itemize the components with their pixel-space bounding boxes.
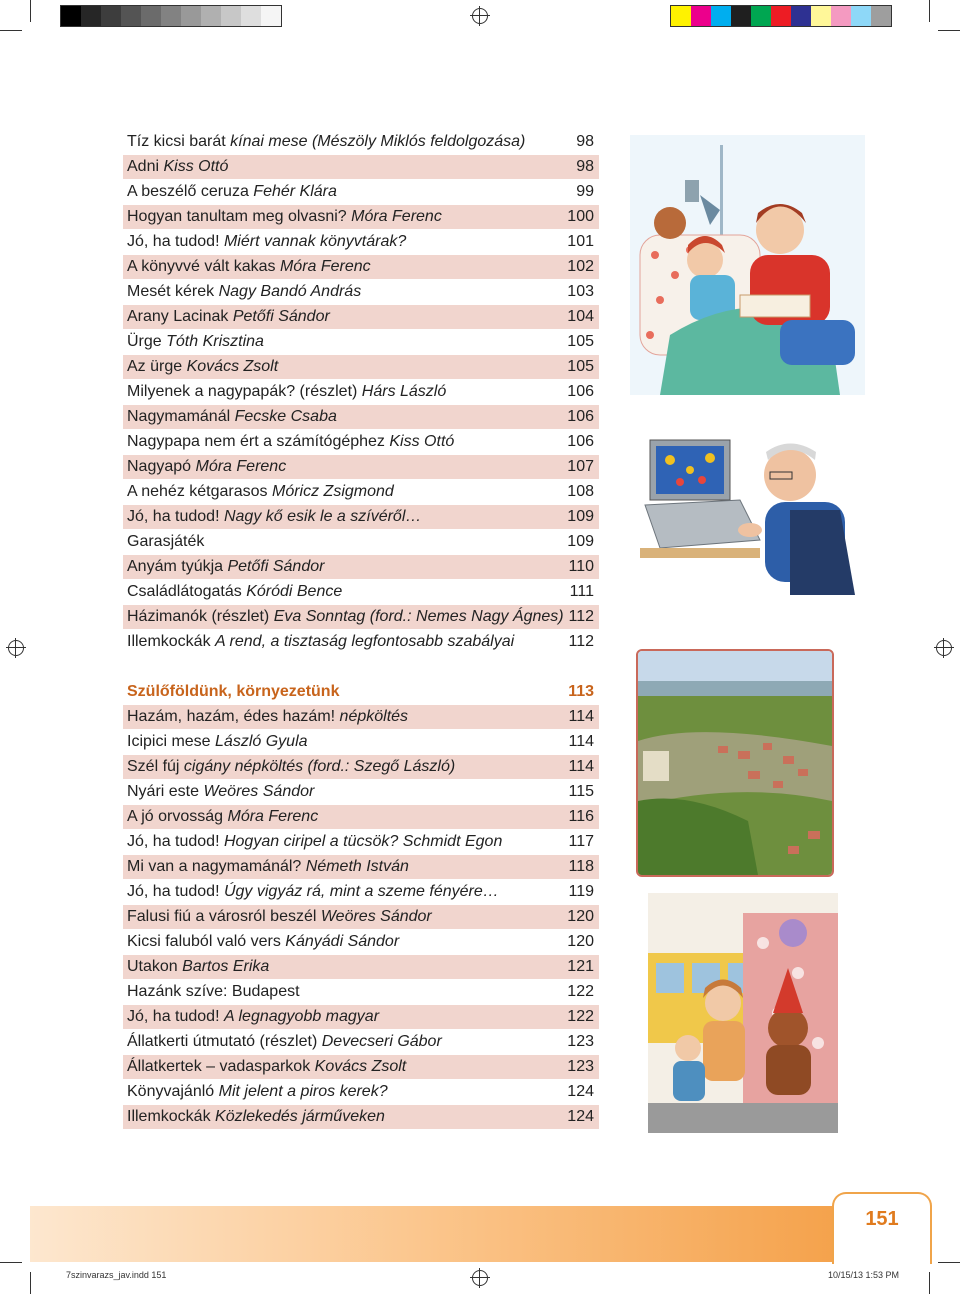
crop-mark: [30, 0, 31, 22]
toc-entry[interactable]: [123, 605, 599, 629]
color-swatch: [771, 6, 791, 26]
toc-entry-title: [127, 705, 408, 729]
toc-entry-text: A beszélő ceruza: [127, 183, 254, 200]
toc-entry-text: Anyám tyúkja: [127, 558, 228, 575]
toc-entry-page: 114: [568, 733, 594, 750]
toc-entry-page: 99: [576, 183, 594, 200]
toc-entry-text: Mi van a nagymamánál?: [127, 858, 306, 875]
color-swatch: [711, 6, 731, 26]
toc-section-2: [123, 705, 599, 1130]
color-swatch: [61, 6, 81, 26]
toc-entry-text: Jó, ha tudod!: [127, 508, 224, 525]
toc-entry-page: 102: [567, 258, 594, 275]
color-swatch: [221, 6, 241, 26]
toc-entry[interactable]: [123, 355, 599, 379]
toc-entry-page: 112: [568, 633, 594, 650]
toc-entry-page: 101: [567, 233, 594, 250]
toc-entry-author: Németh István: [305, 858, 409, 875]
toc-entry-author: Weöres Sándor: [203, 783, 315, 800]
toc-entry-text: Kicsi faluból való vers: [127, 933, 286, 950]
color-swatch: [691, 6, 711, 26]
registration-mark-bottom-icon: [472, 1270, 488, 1286]
crop-mark: [30, 1272, 31, 1294]
toc-entry-author: Petőfi Sándor: [227, 558, 325, 575]
toc-entry-author: Móra Ferenc: [195, 458, 287, 475]
toc-entry-text: Jó, ha tudod!: [127, 883, 224, 900]
toc-entry[interactable]: [123, 455, 599, 479]
toc-entry-text: Illemkockák: [127, 633, 216, 650]
toc-section-2-heading: [123, 680, 599, 705]
toc-entry-page: 111: [569, 583, 594, 600]
toc-entry-title: [127, 255, 371, 279]
toc-entry-title: [127, 505, 421, 529]
toc-entry[interactable]: [123, 1080, 599, 1104]
toc-entry-author: Kiss Ottó: [389, 433, 455, 450]
toc-entry[interactable]: [123, 1005, 599, 1029]
toc-entry-page: 103: [567, 283, 594, 300]
toc-entry-text: Nagypapa nem ért a számítógéphez: [127, 433, 390, 450]
toc-entry-author: Móra Ferenc: [227, 808, 319, 825]
toc-entry-page: 116: [568, 808, 594, 825]
toc-entry-author: Nagy kő esik le a szívéről…: [223, 508, 422, 525]
color-swatch: [121, 6, 141, 26]
toc-entry[interactable]: [123, 530, 599, 554]
toc-entry-page: 119: [568, 883, 594, 900]
toc-entry-page: 105: [567, 358, 594, 375]
toc-entry-author: A legnagyobb magyar: [223, 1008, 380, 1025]
toc-entry-author: népköltés: [339, 708, 409, 725]
toc-entry[interactable]: [123, 1030, 599, 1054]
toc-entry-text: Hazám, hazám, édes hazám!: [127, 708, 340, 725]
toc-entry[interactable]: [123, 230, 599, 254]
toc-entry-page: 98: [576, 158, 594, 175]
toc-entry-text: Állatkertek – vadasparkok: [127, 1058, 315, 1075]
toc-entry-text: A jó orvosság: [127, 808, 228, 825]
toc-entry-page: 110: [568, 558, 594, 575]
crop-mark: [0, 1262, 22, 1263]
toc-entry-page: 123: [567, 1058, 594, 1075]
toc-entry[interactable]: [123, 305, 599, 329]
toc-entry-page: 124: [567, 1108, 594, 1125]
toc-entry-author: Petőfi Sándor: [232, 308, 330, 325]
color-swatch: [261, 6, 281, 26]
color-swatch: [161, 6, 181, 26]
toc-entry[interactable]: [123, 805, 599, 829]
toc-entry-author: Kovács Zsolt: [186, 358, 279, 375]
toc-entry-text: Mesét kérek: [127, 283, 219, 300]
section-heading-page: 113: [568, 683, 594, 700]
toc-entry-page: 114: [568, 708, 594, 725]
toc-entry-text: A nehéz kétgarasos: [127, 483, 272, 500]
toc-entry-page: 115: [568, 783, 594, 800]
toc-entry[interactable]: [123, 155, 599, 179]
color-swatch: [811, 6, 831, 26]
toc-entry-page: 106: [567, 408, 594, 425]
toc-entry-author: Mit jelent a piros kerek?: [218, 1083, 388, 1100]
color-swatch: [671, 6, 691, 26]
toc-entry-title: [127, 530, 204, 554]
illustration-grandpa-computer: [640, 430, 865, 595]
toc-entry-text: Szél fúj: [127, 758, 184, 775]
toc-entry[interactable]: [123, 405, 599, 429]
toc-entry-title: [127, 1055, 406, 1079]
toc-entry[interactable]: [123, 280, 599, 304]
toc-entry-text: Tíz kicsi barát: [127, 133, 231, 150]
toc-entry-title: [127, 330, 264, 354]
toc-entry-author: Móra Ferenc: [279, 258, 371, 275]
toc-entry[interactable]: [123, 630, 599, 654]
toc-entry[interactable]: [123, 130, 599, 154]
toc-entry[interactable]: [123, 430, 599, 454]
registration-mark-top-icon: [472, 8, 488, 24]
toc-entry-author: Bartos Erika: [182, 958, 270, 975]
toc-entry[interactable]: [123, 855, 599, 879]
toc-entry[interactable]: [123, 905, 599, 929]
color-swatch: [851, 6, 871, 26]
color-swatch: [141, 6, 161, 26]
toc-entry-title: [127, 780, 314, 804]
toc-entry-title: [127, 905, 432, 929]
crop-mark: [929, 1272, 930, 1294]
toc-entry-author: Miért vannak könyvtárak?: [223, 233, 407, 250]
registration-mark-left-icon: [8, 640, 24, 656]
toc-entry-author: kínai mese (Mészöly Miklós feldolgozása): [230, 133, 526, 150]
toc-entry[interactable]: [123, 1055, 599, 1079]
toc-entry-author: Kányádi Sándor: [285, 933, 400, 950]
toc-entry-title: [127, 955, 269, 979]
toc-entry-page: 117: [568, 833, 594, 850]
toc-entry-title: [127, 880, 499, 904]
photo-town-landscape: [636, 649, 834, 877]
toc-entry-author: Hárs László: [361, 383, 447, 400]
toc-entry[interactable]: [123, 205, 599, 229]
toc-entry-title: [127, 305, 330, 329]
toc-entry[interactable]: [123, 780, 599, 804]
toc-entry-title: [127, 1030, 442, 1054]
toc-entry[interactable]: [123, 580, 599, 604]
color-swatch: [871, 6, 891, 26]
toc-entry[interactable]: [123, 555, 599, 579]
toc-entry[interactable]: [123, 505, 599, 529]
toc-entry-text: Családlátogatás: [127, 583, 247, 600]
toc-entry-page: 114: [568, 758, 594, 775]
toc-entry-text: A könyvvé vált kakas: [127, 258, 280, 275]
toc-entry-title: [127, 730, 308, 754]
toc-entry-author: Móra Ferenc: [351, 208, 442, 225]
toc-entry-title: [127, 380, 446, 404]
toc-entry-page: 109: [567, 533, 594, 550]
toc-entry-page: 120: [567, 933, 594, 950]
toc-entry-title: [127, 180, 337, 204]
toc-entry-author: Úgy vigyáz rá, mint a szeme fényére…: [223, 883, 499, 900]
toc-entry[interactable]: [123, 880, 599, 904]
toc-entry-text: Nagymamánál: [127, 408, 235, 425]
toc-entry-author: Kovács Zsolt: [314, 1058, 407, 1075]
toc-entry[interactable]: [123, 1105, 599, 1129]
toc-entry-author: Hogyan ciripel a tücsök? Schmidt Egon: [223, 833, 503, 850]
color-swatch: [101, 6, 121, 26]
slug-left: 7szinvarazs_jav.indd 151: [66, 1270, 167, 1280]
footer-band: [30, 1206, 930, 1262]
toc-entry-text: Jó, ha tudod!: [127, 233, 224, 250]
section-heading[interactable]: [123, 680, 599, 704]
toc-entry-author: Devecseri Gábor: [321, 1033, 442, 1050]
toc-entry[interactable]: [123, 955, 599, 979]
toc-entry-author: László Gyula: [215, 733, 308, 750]
illustration-father-reading: [630, 135, 865, 395]
color-bar: [670, 5, 892, 27]
toc-entry-title: [127, 480, 394, 504]
toc-entry-author: cigány népköltés (ford.: Szegő László): [183, 758, 456, 775]
toc-entry-title: [127, 830, 502, 854]
illustration-children-with-toys: [648, 893, 838, 1133]
toc-entry-title: [127, 230, 406, 254]
toc-entry-text: Milyenek a nagypapák? (részlet): [127, 383, 362, 400]
toc-entry-author: Fecske Csaba: [234, 408, 337, 425]
toc-entry-text: Falusi fiú a városról beszél: [127, 908, 321, 925]
toc-entry-text: Arany Lacinak: [127, 308, 233, 325]
color-swatch: [751, 6, 771, 26]
toc-entry-page: 105: [567, 333, 594, 350]
toc-entry-title: [127, 630, 514, 654]
grayscale-bar: [60, 5, 282, 27]
color-swatch: [241, 6, 261, 26]
toc-entry-title: [127, 430, 454, 454]
toc-entry-text: Nagyapó: [127, 458, 196, 475]
toc-entry-text: Utakon: [127, 958, 183, 975]
toc-entry-page: 121: [567, 958, 594, 975]
toc-entry-text: Állatkerti útmutató (részlet): [127, 1033, 322, 1050]
toc-entry-title: [127, 980, 300, 1004]
toc-entry-page: 122: [567, 1008, 594, 1025]
toc-entry-text: Adni: [127, 158, 164, 175]
toc-entry-title: [127, 130, 525, 154]
toc-entry-author: A rend, a tisztaság legfontosabb szabályai: [215, 633, 515, 650]
toc-entry-text: Könyvajánló: [127, 1083, 219, 1100]
toc-entry-page: 118: [568, 858, 594, 875]
crop-mark: [938, 1262, 960, 1263]
toc-entry-author: Közlekedés járműveken: [215, 1108, 385, 1125]
toc-entry[interactable]: [123, 330, 599, 354]
toc-entry-page: 124: [567, 1083, 594, 1100]
toc-entry-page: 122: [567, 983, 594, 1000]
toc-entry[interactable]: [123, 380, 599, 404]
toc-entry-text: Jó, ha tudod!: [127, 833, 224, 850]
toc-entry-author: Weöres Sándor: [320, 908, 432, 925]
toc-entry-title: [127, 1005, 379, 1029]
page-number-box: [832, 1192, 932, 1264]
toc-entry-page: 104: [567, 308, 594, 325]
toc-entry-author: Kóródi Bence: [246, 583, 343, 600]
color-swatch: [791, 6, 811, 26]
toc-entry[interactable]: [123, 755, 599, 779]
color-swatch: [181, 6, 201, 26]
crop-mark: [0, 30, 22, 31]
toc-entry-text: Jó, ha tudod!: [127, 1008, 224, 1025]
toc-entry-page: 109: [567, 508, 594, 525]
toc-entry-text: Az ürge: [127, 358, 187, 375]
toc-section-1: [123, 130, 599, 655]
toc-entry-page: 108: [567, 483, 594, 500]
crop-mark: [929, 0, 930, 22]
color-swatch: [81, 6, 101, 26]
toc-entry-text: Icipici mese: [127, 733, 216, 750]
toc-entry-title: [127, 280, 361, 304]
toc-entry-title: [127, 1080, 388, 1104]
toc-entry[interactable]: [123, 830, 599, 854]
toc-entry-text: Illemkockák: [127, 1108, 216, 1125]
color-swatch: [831, 6, 851, 26]
toc-entry-text: Hogyan tanultam meg olvasni?: [127, 208, 352, 225]
toc-entry-page: 112: [568, 608, 594, 625]
toc-entry-text: Házimanók (részlet): [127, 608, 274, 625]
toc-entry-page: 107: [567, 458, 594, 475]
toc-entry-page: 100: [567, 208, 594, 225]
toc-entry-text: Nyári este: [127, 783, 204, 800]
toc-entry-page: 106: [567, 433, 594, 450]
toc-entry[interactable]: [123, 930, 599, 954]
toc-entry-title: [127, 930, 399, 954]
page-number: 151: [865, 1208, 899, 1230]
color-swatch: [201, 6, 221, 26]
toc-entry-author: Fehér Klára: [253, 183, 337, 200]
toc-entry-text: Hazánk szíve: Budapest: [127, 983, 300, 1000]
toc-entry-page: 120: [567, 908, 594, 925]
toc-entry-page: 98: [576, 133, 594, 150]
toc-entry-title: [127, 205, 442, 229]
toc-entry-title: [127, 555, 324, 579]
toc-entry-title: [127, 1105, 385, 1129]
toc-entry[interactable]: [123, 730, 599, 754]
slug-right: 10/15/13 1:53 PM: [828, 1270, 900, 1280]
toc-entry-author: Kiss Ottó: [163, 158, 229, 175]
color-swatch: [731, 6, 751, 26]
crop-mark: [938, 30, 960, 31]
toc-entry[interactable]: [123, 980, 599, 1004]
toc-entry[interactable]: [123, 705, 599, 729]
toc-entry-title: [127, 805, 318, 829]
toc-entry-text: Ürge: [127, 333, 167, 350]
toc-entry[interactable]: [123, 480, 599, 504]
toc-entry-title: [127, 355, 278, 379]
toc-entry[interactable]: [123, 255, 599, 279]
toc-entry-title: [127, 455, 286, 479]
toc-entry-page: 106: [567, 383, 594, 400]
toc-entry-text: Garasjáték: [127, 533, 205, 550]
toc-entry-title: [127, 755, 455, 779]
toc-entry-page: 123: [567, 1033, 594, 1050]
toc-entry-title: [127, 580, 342, 604]
toc-entry-title: [127, 405, 337, 429]
toc-entry-title: [127, 605, 564, 629]
toc-entry-author: Tóth Krisztina: [166, 333, 264, 350]
toc-entry-author: Móricz Zsigmond: [271, 483, 394, 500]
toc-entry-author: Nagy Bandó András: [218, 283, 362, 300]
section-heading-title: Szülőföldünk, környezetünk: [127, 683, 340, 700]
toc-entry-title: [127, 855, 409, 879]
toc-entry-title: [127, 155, 228, 179]
toc-entry[interactable]: [123, 180, 599, 204]
registration-mark-right-icon: [936, 640, 952, 656]
toc-entry-author: Eva Sonntag (ford.: Nemes Nagy Ágnes): [273, 608, 564, 625]
